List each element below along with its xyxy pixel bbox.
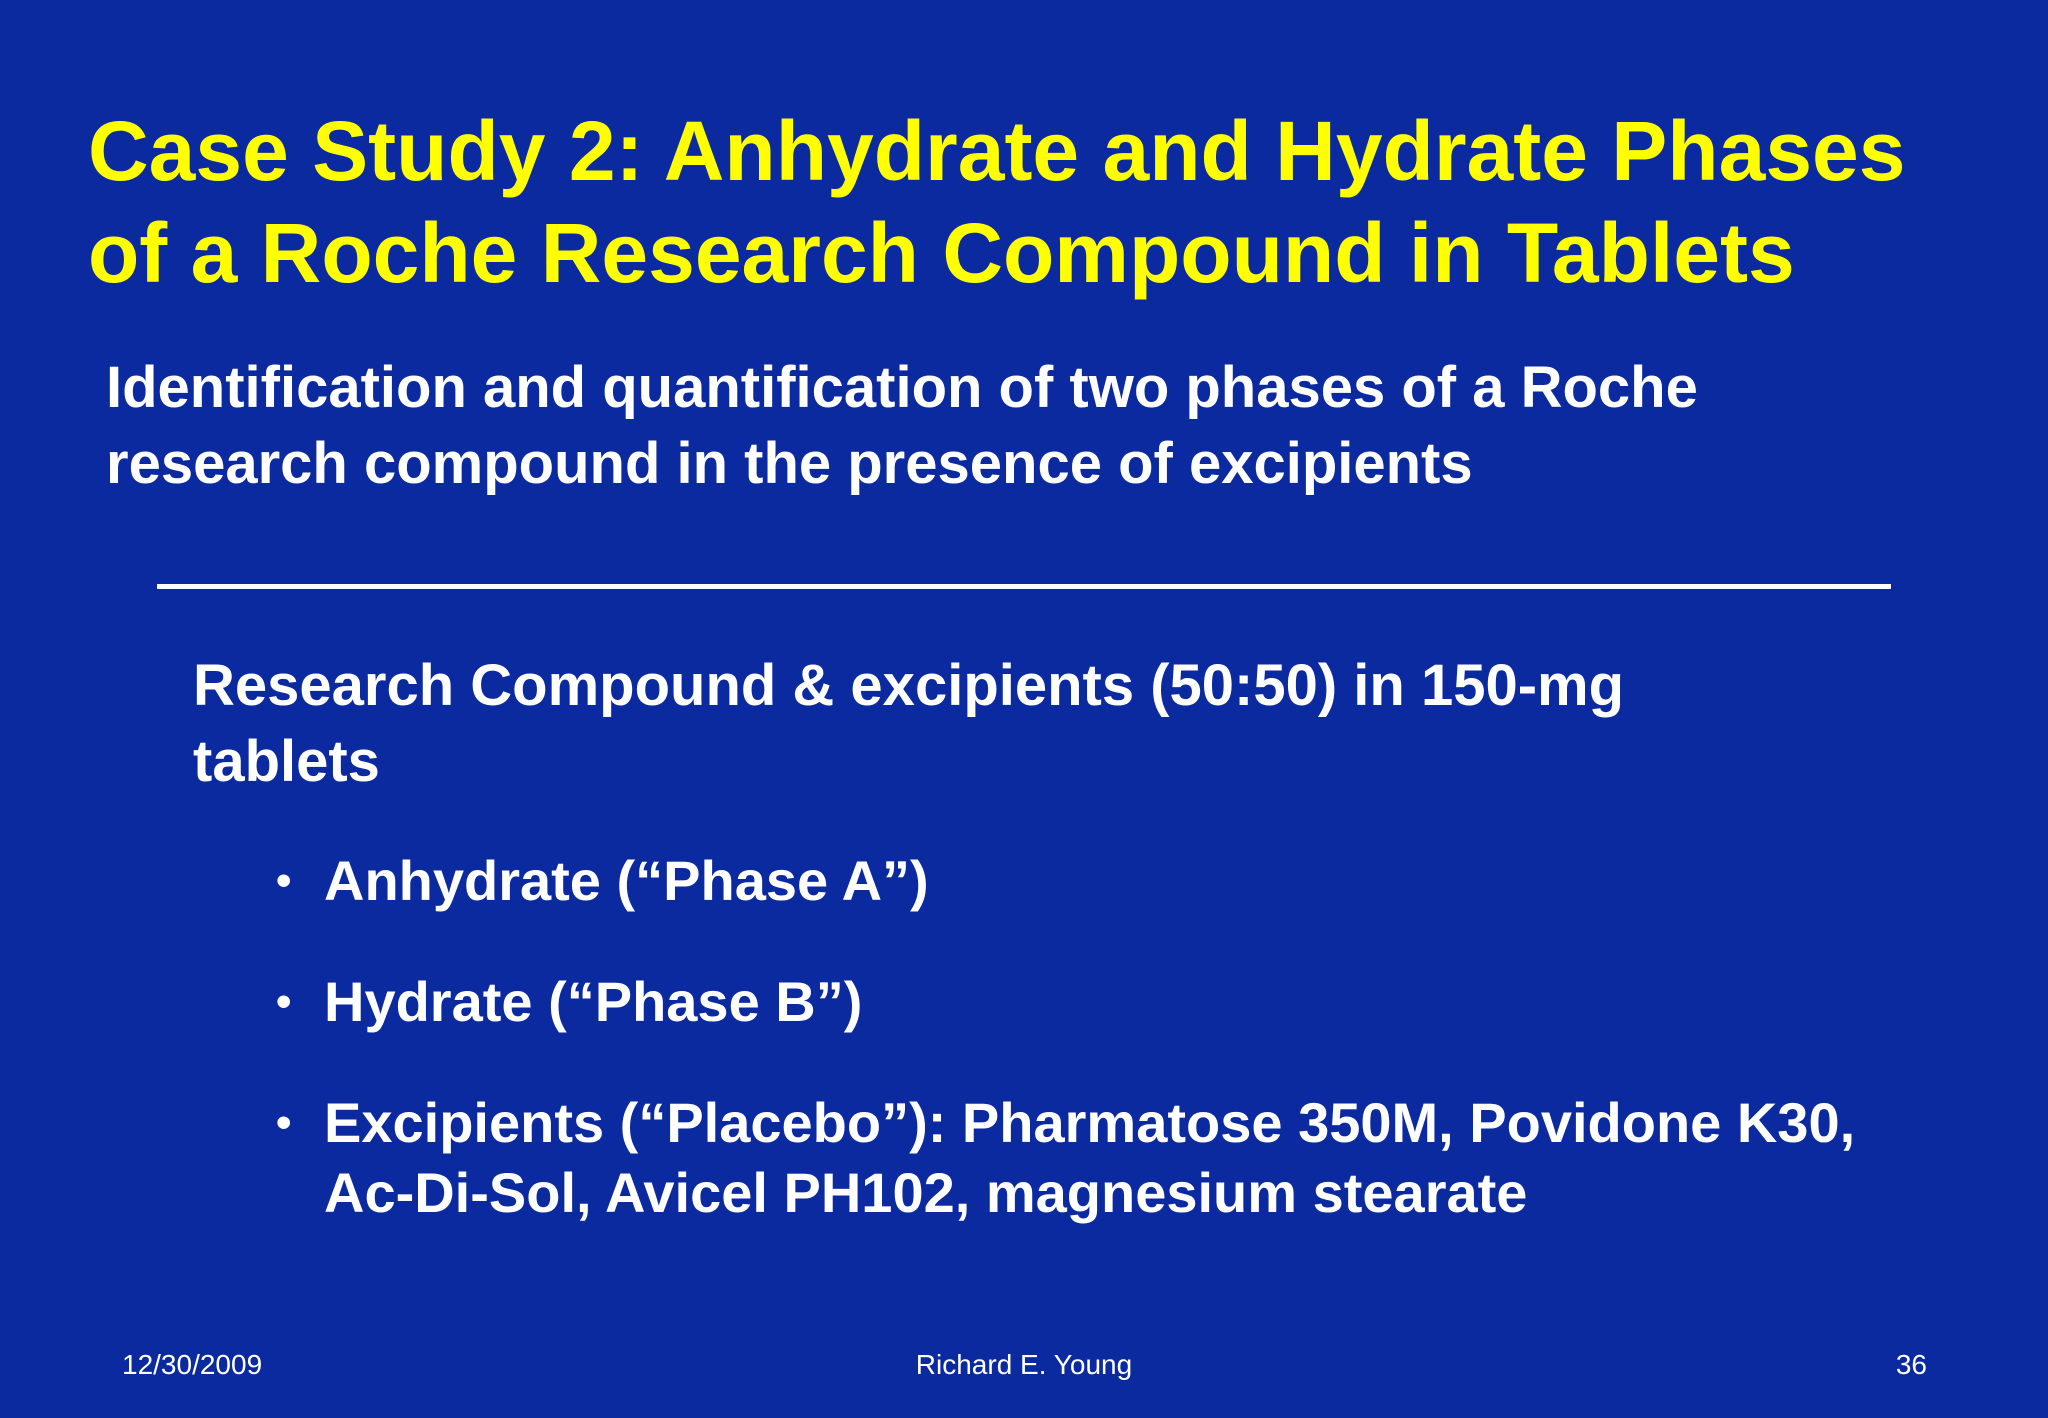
subtitle-line-2: research compound in the presence of excipients — [106, 431, 1473, 496]
slide-title-line-2: of a Roche Research Compound in Tablets — [88, 206, 1795, 300]
bullet-item-anhydrate — [270, 846, 2010, 916]
footer-author: Richard E. Young — [915, 1349, 1133, 1380]
bullet-text-line-1: Excipients (“Placebo”): Pharmatose 350M, Povidone K30, — [324, 1091, 1856, 1154]
slide-title-line-1: Case Study 2: Anhydrate and Hydrate Phases — [88, 104, 1906, 198]
slide-title — [88, 100, 1988, 304]
footer-date: 12/30/2009 — [122, 1349, 263, 1380]
bullet-marker: • — [276, 1098, 292, 1147]
bullet-item-hydrate — [270, 967, 2010, 1037]
slide-subtitle — [106, 350, 1966, 502]
lead-line-2: tablets — [193, 729, 380, 794]
bullet-marker: • — [276, 977, 292, 1026]
footer-page-number: 36 — [1895, 1349, 1927, 1380]
lead-statement — [193, 648, 1953, 800]
bullet-list — [270, 846, 2010, 1228]
bullet-text: Hydrate (“Phase B”) — [324, 970, 863, 1033]
bullet-text-line-2: Ac-Di-Sol, Avicel PH102, magnesium stearate — [324, 1161, 1528, 1224]
lead-line-1: Research Compound & excipients (50:50) in 150-mg — [193, 653, 1625, 718]
bullet-text: Anhydrate (“Phase A”) — [324, 849, 929, 912]
subtitle-line-1: Identification and quantification of two phases of a Roche — [106, 355, 1698, 420]
horizontal-divider — [157, 584, 1891, 589]
bullet-item-excipients — [270, 1088, 2010, 1228]
bullet-marker: • — [276, 856, 292, 905]
